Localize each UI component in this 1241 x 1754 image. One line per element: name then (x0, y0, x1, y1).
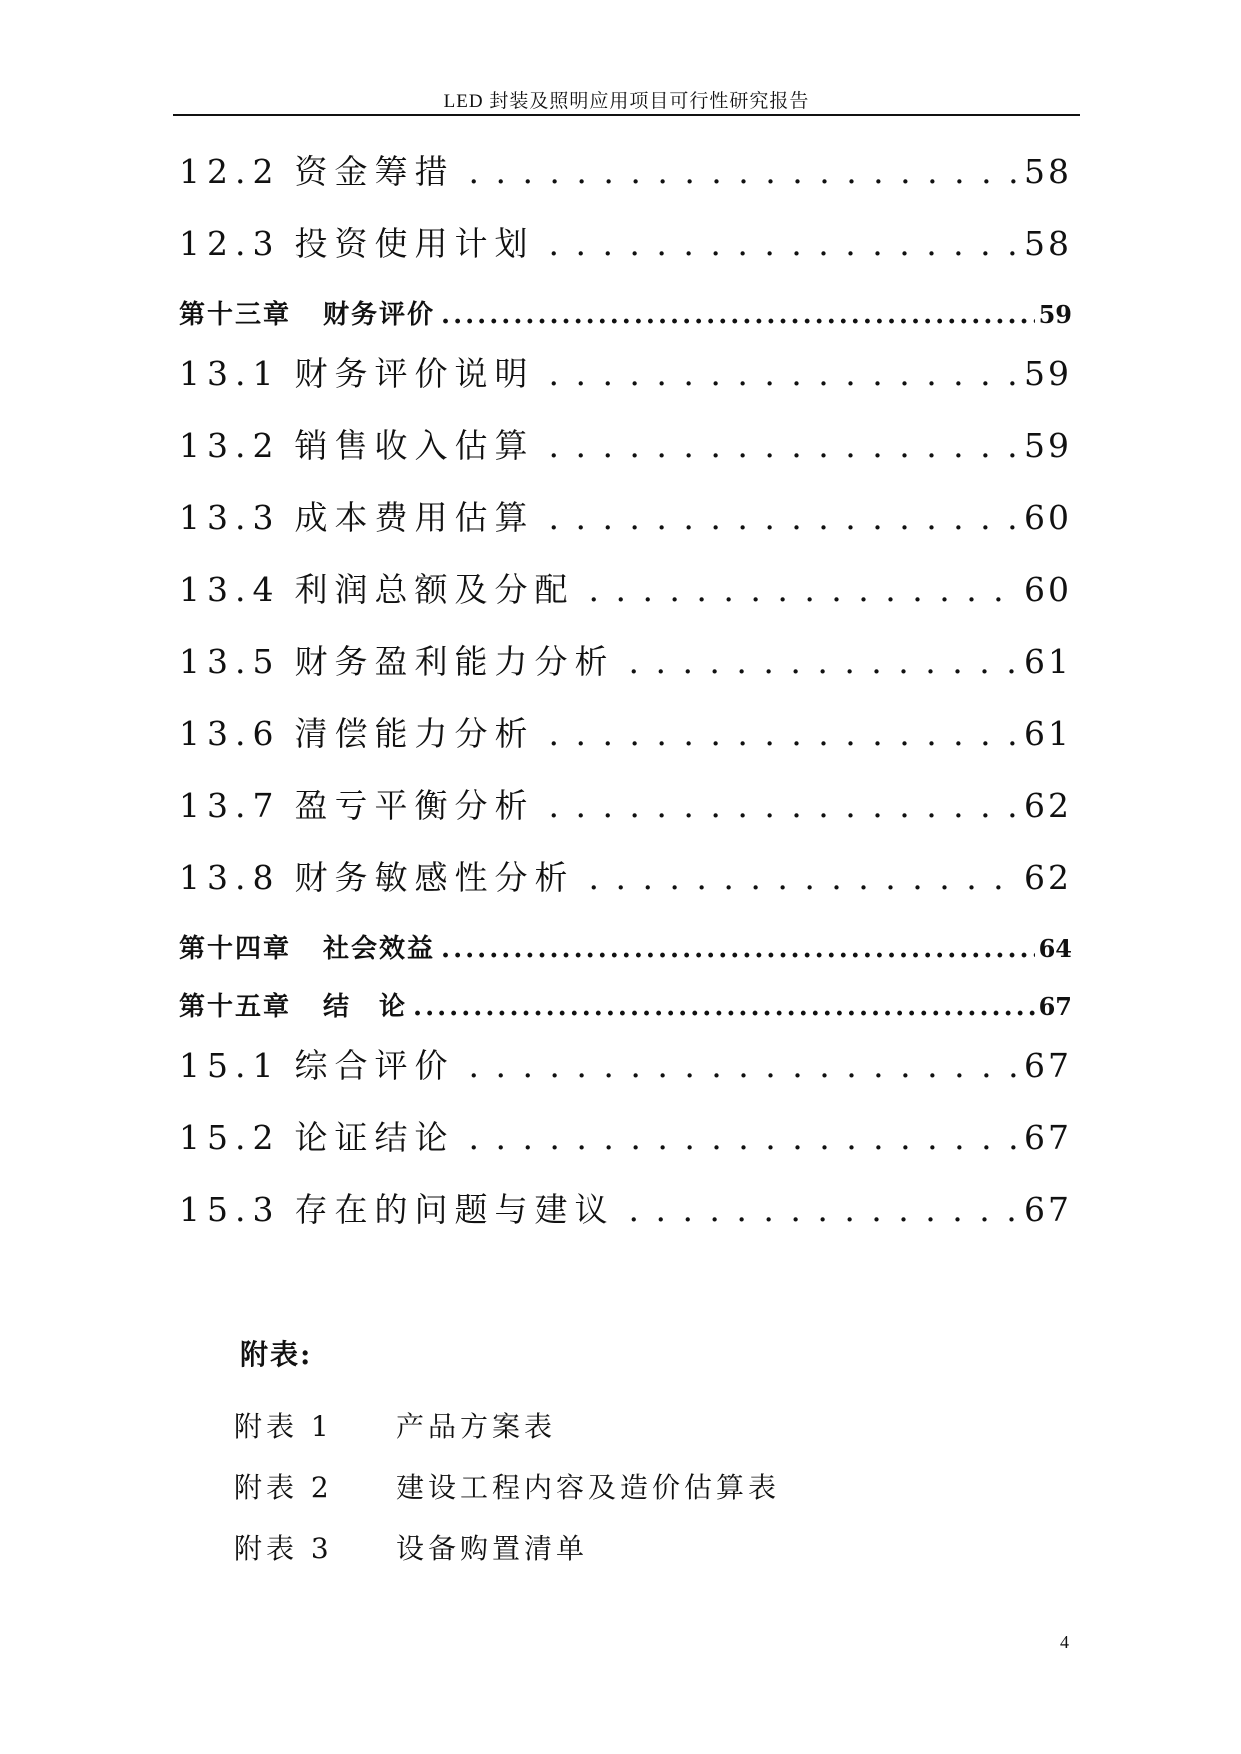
toc-dot-leader (441, 300, 1035, 330)
toc-entry-title: 综合评价 (294, 1046, 455, 1085)
toc-entry-number: 13.6 (179, 714, 281, 753)
toc-entry[interactable] (179, 1112, 1072, 1184)
toc-entry-page: 60 (1024, 498, 1072, 537)
toc-entry-title: 清偿能力分析 (294, 714, 535, 753)
toc-chapter-entry[interactable] (179, 924, 1072, 982)
toc-entry-title: 成本费用估算 (294, 498, 535, 537)
toc-chapter-page: 64 (1038, 934, 1072, 963)
toc-dot-leader (468, 152, 1018, 191)
toc-entry-title: 销售收入估算 (294, 426, 535, 465)
toc-chapter-number: 第十五章 (179, 992, 292, 1022)
toc-dot-leader (441, 934, 1035, 964)
toc-entry[interactable] (179, 492, 1072, 564)
toc-entry[interactable] (179, 708, 1072, 780)
toc-dot-leader (468, 1046, 1018, 1085)
toc-entry[interactable] (179, 1184, 1072, 1256)
toc-entry-title: 存在的问题与建议 (294, 1190, 615, 1229)
toc-dot-leader (548, 786, 1018, 825)
toc-entry-number: 13.1 (179, 354, 281, 393)
toc-entry-number: 12.2 (179, 152, 281, 191)
toc-entry-number: 13.2 (179, 426, 281, 465)
page-number: 4 (1060, 1632, 1069, 1652)
toc-entry-number: 13.3 (179, 498, 281, 537)
toc-dot-leader (548, 498, 1018, 537)
appendix-item[interactable] (234, 1405, 934, 1466)
toc-chapter-page: 67 (1038, 992, 1072, 1021)
toc-chapter-title: 社会效益 (323, 934, 436, 964)
toc-dot-leader (548, 224, 1018, 263)
toc-dot-leader (548, 714, 1018, 753)
appendix-item-text: 产品方案表 (396, 1410, 557, 1443)
toc-dot-leader (588, 858, 1018, 897)
toc-entry[interactable] (179, 348, 1072, 420)
appendix-item-label: 附表 2 (234, 1471, 333, 1504)
toc-chapter-number: 第十四章 (179, 934, 292, 964)
toc-entry-number: 15.1 (179, 1046, 281, 1085)
appendix-item-label: 附表 1 (234, 1410, 333, 1443)
toc-entry-number: 13.7 (179, 786, 281, 825)
toc-chapter-page: 59 (1038, 300, 1072, 329)
toc-entry-number: 15.3 (179, 1190, 281, 1229)
toc-dot-leader (628, 1190, 1018, 1229)
appendix-item[interactable] (234, 1466, 934, 1527)
toc-entry-page: 59 (1024, 426, 1072, 465)
appendix-list (234, 1405, 934, 1588)
appendix-heading: 附表: (240, 1338, 313, 1371)
toc-entry-title: 利润总额及分配 (294, 570, 575, 609)
toc-chapter-entry[interactable] (179, 290, 1072, 348)
toc-entry[interactable] (179, 636, 1072, 708)
toc-entry-title: 财务评价说明 (294, 354, 535, 393)
toc-entry-page: 62 (1024, 786, 1072, 825)
toc-dot-leader (548, 354, 1018, 393)
toc-entry-title: 盈亏平衡分析 (294, 786, 535, 825)
toc-entry-title: 财务敏感性分析 (294, 858, 575, 897)
toc-entry[interactable] (179, 780, 1072, 852)
toc-entry-page: 58 (1024, 152, 1072, 191)
toc-entry-number: 13.5 (179, 642, 281, 681)
toc-entry-title: 投资使用计划 (294, 224, 535, 263)
toc-entry[interactable] (179, 420, 1072, 492)
toc-entry[interactable] (179, 1040, 1072, 1112)
toc-entry-page: 61 (1024, 714, 1072, 753)
toc-entry[interactable] (179, 218, 1072, 290)
toc-entry-page: 61 (1024, 642, 1072, 681)
toc-entry-page: 58 (1024, 224, 1072, 263)
toc-dot-leader (413, 992, 1035, 1022)
appendix-item-label: 附表 3 (234, 1532, 333, 1565)
toc-entry[interactable] (179, 564, 1072, 636)
toc-entry-number: 13.4 (179, 570, 281, 609)
toc-dot-leader (628, 642, 1018, 681)
toc-entry-page: 59 (1024, 354, 1072, 393)
toc-entry-title: 论证结论 (294, 1118, 455, 1157)
toc-entry-title: 财务盈利能力分析 (294, 642, 615, 681)
toc-entry-title: 资金筹措 (294, 152, 455, 191)
toc-chapter-entry[interactable] (179, 982, 1072, 1040)
toc-dot-leader (468, 1118, 1018, 1157)
appendix-item-text: 设备购置清单 (396, 1532, 589, 1565)
toc-chapter-title: 财务评价 (323, 300, 436, 330)
toc-entry-page: 67 (1024, 1118, 1072, 1157)
toc-dot-leader (548, 426, 1018, 465)
appendix-item[interactable] (234, 1527, 934, 1588)
toc-entry-number: 13.8 (179, 858, 281, 897)
toc-entry-page: 60 (1024, 570, 1072, 609)
toc-entry-page: 67 (1024, 1046, 1072, 1085)
toc-dot-leader (588, 570, 1018, 609)
toc-entry[interactable] (179, 852, 1072, 924)
toc-entry-page: 67 (1024, 1190, 1072, 1229)
appendix-item-text: 建设工程内容及造价估算表 (396, 1471, 781, 1504)
toc-chapter-title: 结 论 (323, 992, 408, 1022)
header-divider (173, 114, 1080, 116)
page-header-title: LED 封装及照明应用项目可行性研究报告 (443, 91, 810, 112)
toc-chapter-number: 第十三章 (179, 300, 292, 330)
toc-entry-number: 15.2 (179, 1118, 281, 1157)
toc-entry-page: 62 (1024, 858, 1072, 897)
toc-entry[interactable] (179, 146, 1072, 218)
toc-entry-number: 12.3 (179, 224, 281, 263)
table-of-contents (179, 146, 1072, 1256)
